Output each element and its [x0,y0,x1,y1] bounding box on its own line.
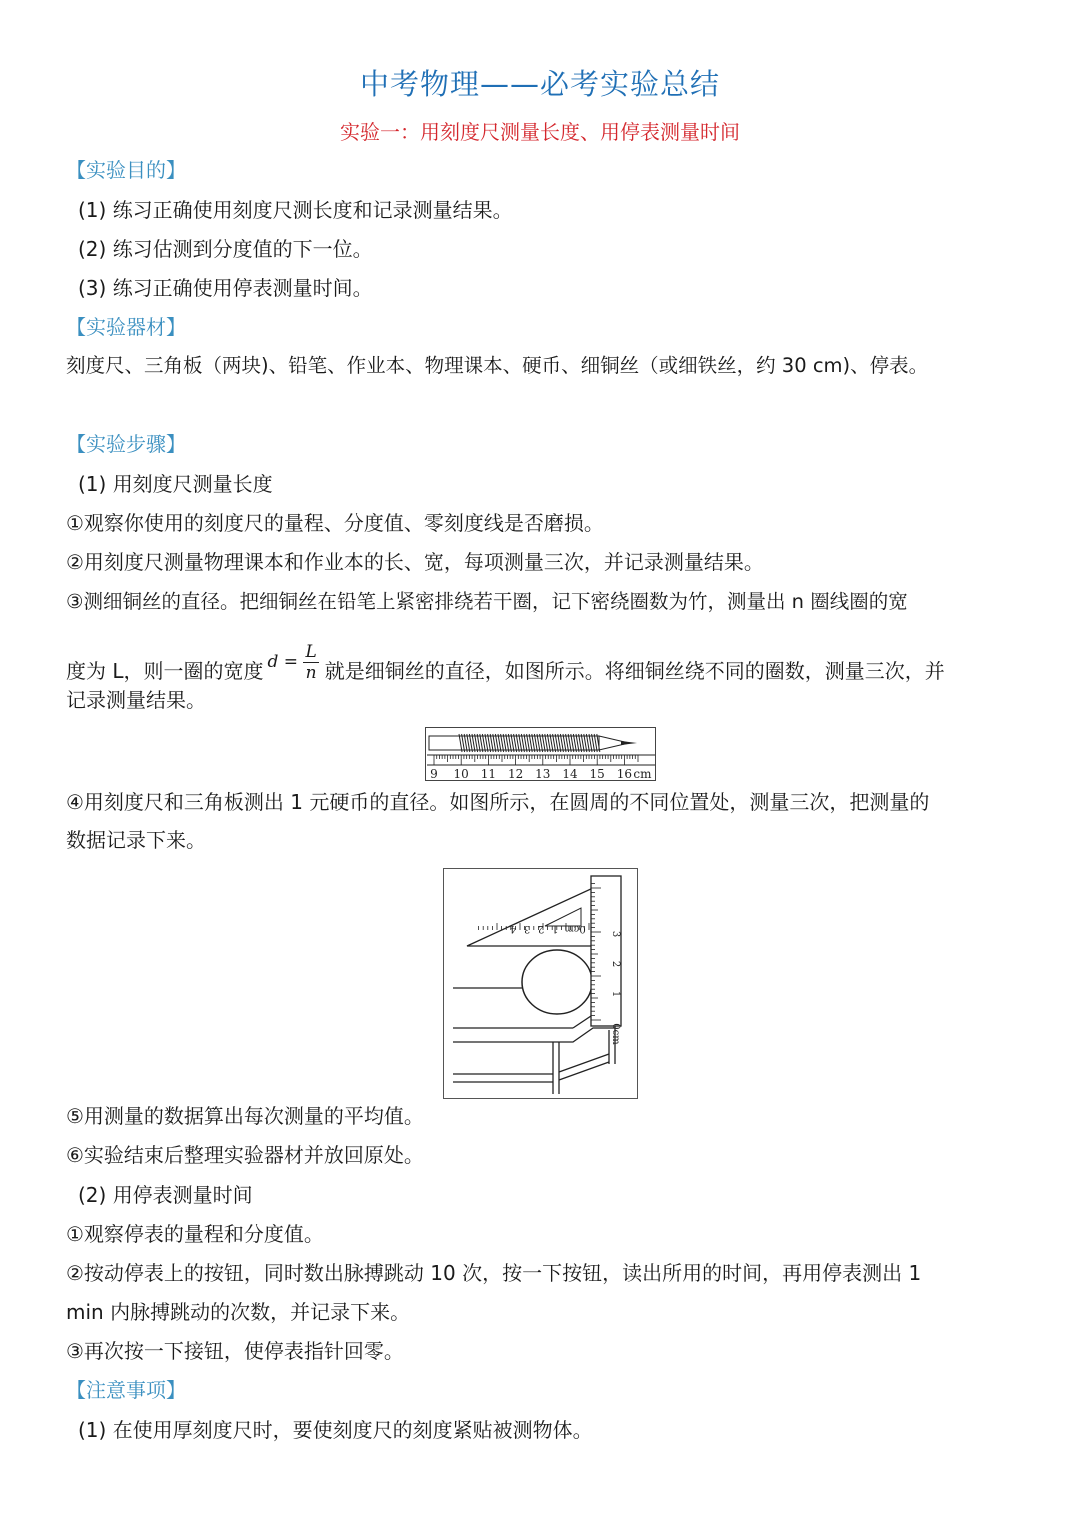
materials-text: 刻度尺、三角板（两块)、铅笔、作业本、物理课本、硬币、细铜丝（或细铁丝，约 30 cm)、停表。 [66,354,929,377]
ruler-tick-label: 15 [589,767,605,781]
formula-denominator: n [305,663,317,683]
ruler-tick-label: 11 [480,767,497,781]
vertical-ruler-label: 0cm [610,1023,621,1045]
purpose-item: (3) 练习正确使用停表测量时间。 [78,276,373,300]
step-item: ①观察你使用的刻度尺的量程、分度值、零刻度线是否磨损。 [66,511,604,535]
ruler-tick-label: 14 [562,767,578,781]
step-item: ⑥实验结束后整理实验器材并放回原处。 [66,1143,424,1167]
ruler-tick-label: 13 [535,767,551,781]
section-notes: 【注意事项】 [66,1378,186,1402]
step-item: 数据记录下来。 [66,828,206,852]
ruler-tick-label: 12 [507,767,524,781]
note-item: (1) 在使用厚刻度尺时，要使刻度尺的刻度紧贴被测物体。 [78,1418,593,1442]
purpose-item: (1) 练习正确使用刻度尺测长度和记录测量结果。 [78,198,513,222]
section-materials: 【实验器材】 [66,315,186,339]
ruler-tick-label: 10 [453,767,469,781]
formula-numerator: L [305,642,317,662]
step-item: ①观察停表的量程和分度值。 [66,1222,324,1246]
purpose-item: (2) 练习估测到分度值的下一位。 [78,237,373,261]
coin-measure-figure [443,868,639,1100]
step-item: ③再次按一下接钮，使停表指针回零。 [66,1339,404,1363]
ruler-tick-label: 9 [430,767,438,781]
section-steps: 【实验步骤】 [66,432,186,456]
step-item: ④用刻度尺和三角板测出 1 元硬币的直径。如图所示，在圆周的不同位置处，测量三次，把测量的 [66,790,930,814]
step-item: ③测细铜丝的直径。把细铜丝在铅笔上紧密排绕若干圈，记下密绕圈数为竹，测量出 n 圈线圈的宽 [66,590,908,613]
set-square-label: 2 [537,923,545,934]
section-purpose: 【实验目的】 [66,158,186,182]
experiment-subtitle: 实验一：用刻度尺测量长度、用停表测量时间 [340,120,740,144]
step-text: 度为 L，则一圈的宽度 [66,659,264,683]
set-square-label: 1 [551,923,559,934]
set-square-label: 3 [523,923,531,934]
vertical-ruler [591,876,621,1026]
coin [522,950,592,1014]
vertical-ruler-label: 1 [610,990,621,998]
step-item: ⑤用测量的数据算出每次测量的平均值。 [66,1104,424,1128]
step-heading-time: (2) 用停表测量时间 [78,1183,253,1207]
page-title: 中考物理——必考实验总结 [359,67,720,101]
step-item: ②用刻度尺测量物理课本和作业本的长、宽，每项测量三次，并记录测量结果。 [66,550,764,574]
ruler-unit-label: cm [633,767,652,781]
step-item: min 内脉搏跳动的次数，并记录下来。 [66,1300,411,1324]
set-square-label: 0cm [564,923,586,934]
vertical-ruler-label: 3 [610,930,621,938]
step-item: 记录测量结果。 [66,688,206,712]
formula-lhs: d = [267,652,299,672]
diameter-formula [268,642,319,683]
step-heading-length: (1) 用刻度尺测量长度 [78,472,273,496]
ruler-tick-label: 16 [616,767,633,781]
step-item: ②按动停表上的按钮，同时数出脉搏跳动 10 次，按一下按钮，读出所用的时间，再用停表测出 1 [66,1261,922,1285]
set-square-label: 4 [509,923,517,934]
pencil-coil-figure [425,727,657,783]
vertical-ruler-label: 2 [610,960,621,968]
step-text: 就是细铜丝的直径，如图所示。将细铜丝绕不同的圈数，测量三次，并 [324,659,945,683]
